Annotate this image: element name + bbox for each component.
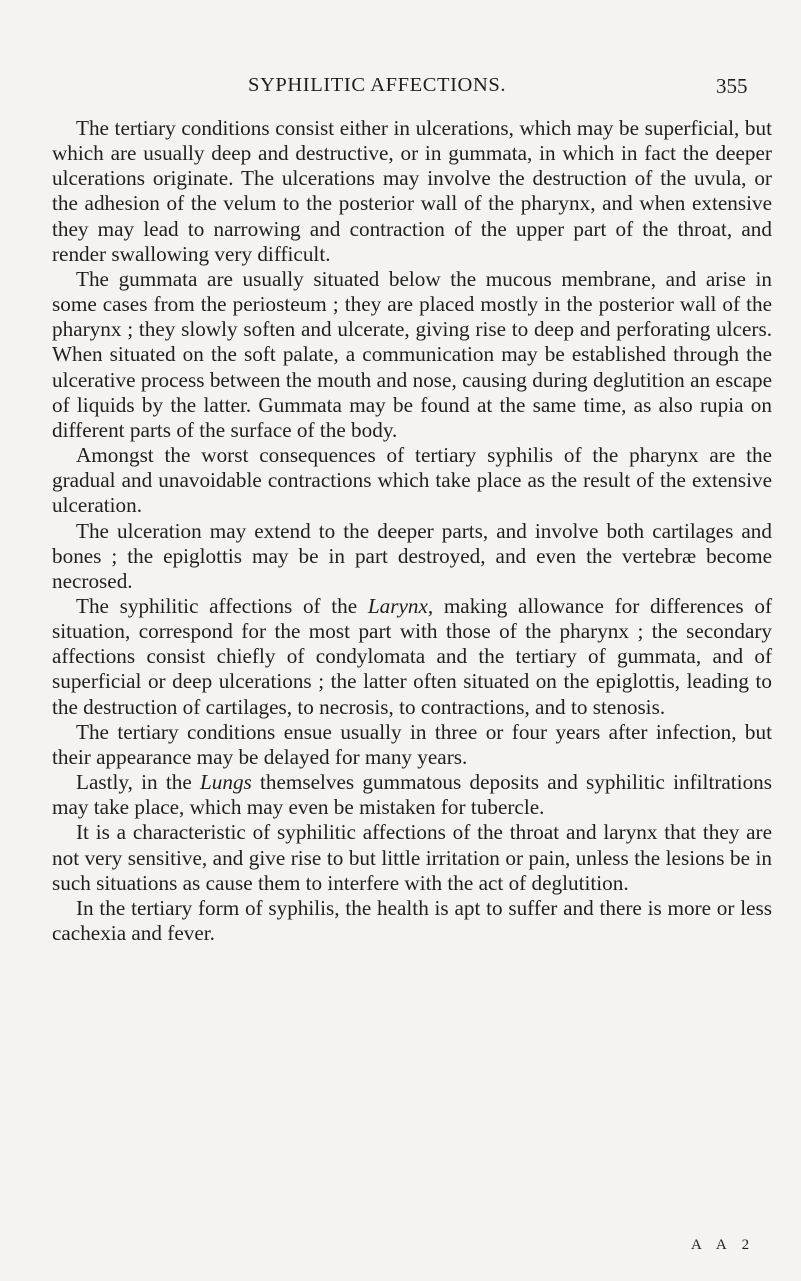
paragraph — [52, 720, 772, 770]
page-header — [0, 72, 801, 102]
paragraph-text: , making allowance for differences of situation, correspond for the most part with those of the pharynx ; the secondary affections consist chiefly of condylomata and the tertiary of gummata, and of superficial or deep ulcerations ; the latter often situated on the epiglottis, leading to the destruction of cartilages, to necrosis, to contractions, and to stenosis. — [52, 593, 772, 719]
paragraph — [52, 594, 772, 720]
paragraph-text: The ulceration may extend to the deeper parts, and involve both cartilages and bones ; the epiglottis may be in part destroyed, and even the vertebræ become necrosed. — [52, 518, 772, 593]
paragraph-text: The tertiary conditions consist either in ulcerations, which may be superficial, but which are usually deep and destructive, or in gummata, in which in fact the deeper ulcerations originate. The ulcerations may involve the destruction of the uvula, or the adhesion of the velum to the posterior wall of the pharynx, and when extensive they may lead to narrowing and contraction of the upper part of the throat, and render swallowing very difficult. — [52, 116, 772, 266]
paragraph-text: Lastly, in the — [76, 770, 200, 795]
body-text — [52, 116, 772, 946]
paragraph — [52, 896, 772, 946]
paragraph-text: The gummata are usually situated below the mucous membrane, and arise in some cases from the periosteum ; they are placed mostly in the posterior wall of the pharynx ; they slowly soften and ulcerate, giving rise to deep and perforating ulcers. When situated on the soft palate, a communication may be established through the ulcerative process between the mouth and nose, causing during deglutition an escape of liquids by the latter. Gummata may be found at the same time, as also rupia on different parts of the surface of the body. — [52, 266, 772, 442]
page-number: 355 — [716, 74, 748, 98]
italic-term-larynx: Larynx — [367, 593, 428, 618]
paragraph-text: The tertiary conditions ensue usually in three or four years after infection, but their appearance may be delayed for many years. — [52, 719, 772, 769]
running-head: SYPHILITIC AFFECTIONS. — [248, 74, 507, 96]
paragraph — [52, 116, 772, 267]
italic-term-lungs: Lungs — [199, 770, 252, 795]
paragraph — [52, 820, 772, 895]
paragraph-text: Amongst the worst consequences of tertiary syphilis of the pharynx are the gradual and unavoidable contractions which take place as the result of the extensive ulceration. — [52, 443, 772, 518]
paragraph — [52, 519, 772, 594]
signature-mark: A A 2 — [691, 1237, 756, 1253]
paragraph-text: The syphilitic affections of the — [76, 593, 368, 618]
paragraph — [52, 443, 772, 518]
paragraph — [52, 267, 772, 443]
paragraph — [52, 770, 772, 820]
paragraph-text: In the tertiary form of syphilis, the health is apt to suffer and there is more or less cachexia and fever. — [52, 895, 772, 945]
paragraph-text: themselves gummatous deposits and syphilitic infiltrations may take place, which may even be mistaken for tubercle. — [52, 770, 772, 820]
paragraph-text: It is a characteristic of syphilitic affections of the throat and larynx that they are not very sensitive, and give rise to but little irritation or pain, unless the lesions be in such situations as cause them to interfere with the act of deglutition. — [52, 820, 772, 895]
